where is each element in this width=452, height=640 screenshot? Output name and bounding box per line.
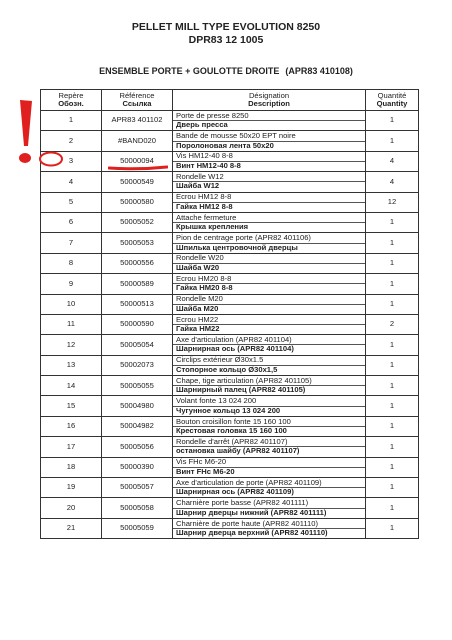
- cell-reference: 50005058: [102, 498, 173, 518]
- cell-reference: APR83 401102: [102, 111, 173, 131]
- cell-quantite: 1: [366, 457, 419, 477]
- cell-designation: [173, 111, 366, 131]
- cell-designation: [173, 131, 366, 151]
- cell-designation: [173, 172, 366, 192]
- header-reference: [102, 90, 173, 111]
- cell-quantite: 1: [366, 355, 419, 375]
- cell-designation: [173, 294, 366, 314]
- designation-ru: Дверь пресса: [176, 121, 228, 130]
- table-row: [41, 416, 419, 436]
- cell-designation: [173, 416, 366, 436]
- table-row: [41, 355, 419, 375]
- cell-reference: 50002073: [102, 355, 173, 375]
- cell-quantite: 1: [366, 478, 419, 498]
- table-row: [41, 376, 419, 396]
- cell-quantite: 1: [366, 498, 419, 518]
- cell-reference: 50005059: [102, 518, 173, 538]
- cell-reference: 50004982: [102, 416, 173, 436]
- cell-repere: 18: [41, 457, 102, 477]
- cell-repere: 14: [41, 376, 102, 396]
- designation-fr: Porte de presse 8250: [173, 112, 365, 122]
- table-row: [41, 253, 419, 273]
- cell-reference: 50005053: [102, 233, 173, 253]
- header-designation: [173, 90, 366, 111]
- cell-reference: 50000556: [102, 253, 173, 273]
- designation-fr: Attache fermeture: [173, 214, 365, 224]
- designation-fr: Ecrou HM12 8-8: [173, 193, 365, 203]
- table-row: [41, 335, 419, 355]
- table-row: [41, 518, 419, 538]
- table-row: [41, 314, 419, 334]
- cell-repere: 11: [41, 314, 102, 334]
- designation-ru: остановка шайбу (APR82 401107): [176, 447, 300, 456]
- cell-reference: 50005052: [102, 212, 173, 232]
- cell-quantite: 1: [366, 212, 419, 232]
- cell-quantite: 1: [366, 396, 419, 416]
- designation-ru: Шайба M20: [176, 304, 219, 313]
- cell-quantite: 2: [366, 314, 419, 334]
- table-row: [41, 498, 419, 518]
- cell-designation: [173, 335, 366, 355]
- designation-fr: Chape, tige articulation (APR82 401105): [173, 377, 365, 387]
- cell-designation: [173, 233, 366, 253]
- designation-ru: Крышка крепления: [176, 223, 249, 232]
- cell-designation: [173, 314, 366, 334]
- designation-fr: Rondelle d'arrêt (APR82 401107): [173, 438, 365, 448]
- designation-ru: Шайба W20: [176, 263, 220, 272]
- cell-designation: [173, 355, 366, 375]
- cell-repere: 20: [41, 498, 102, 518]
- header-quantite-fr: Quantité: [377, 90, 407, 100]
- table-row: [41, 437, 419, 457]
- cell-reference: 50005057: [102, 478, 173, 498]
- cell-designation: [173, 151, 366, 171]
- designation-fr: Volant fonte 13 024 200: [173, 397, 365, 407]
- header-reference-ru: Ссылка: [122, 99, 152, 108]
- circle-mark-icon: [38, 151, 64, 167]
- cell-designation: [173, 274, 366, 294]
- cell-repere: 15: [41, 396, 102, 416]
- assembly-heading: [0, 66, 452, 76]
- cell-designation: [173, 376, 366, 396]
- cell-designation: [173, 457, 366, 477]
- cell-quantite: 1: [366, 131, 419, 151]
- table-body: [41, 111, 419, 539]
- cell-quantite: 1: [366, 376, 419, 396]
- cell-quantite: 1: [366, 253, 419, 273]
- table-row: [41, 151, 419, 171]
- cell-repere: 12: [41, 335, 102, 355]
- cell-repere: 16: [41, 416, 102, 436]
- table-row: [41, 478, 419, 498]
- designation-fr: Charnière porte basse (APR82 401111): [173, 499, 365, 509]
- designation-ru: Чугунное кольцо 13 024 200: [176, 406, 281, 415]
- designation-fr: Rondelle M20: [173, 295, 365, 305]
- designation-fr: Rondelle W20: [173, 254, 365, 264]
- header-designation-fr: Désignation: [248, 90, 290, 100]
- designation-ru: Шарнирная ось (APR82 401104): [176, 345, 294, 354]
- cell-reference: 50005055: [102, 376, 173, 396]
- table-row: [41, 233, 419, 253]
- cell-quantite: 12: [366, 192, 419, 212]
- table-row: [41, 274, 419, 294]
- header-reference-fr: Référence: [119, 90, 155, 100]
- cell-quantite: 1: [366, 274, 419, 294]
- cell-reference: 50004980: [102, 396, 173, 416]
- designation-ru: Крестовая головка 15 160 100: [176, 427, 287, 436]
- cell-reference: 50005056: [102, 437, 173, 457]
- designation-fr: Vis FHc M6-20: [173, 458, 365, 468]
- document-title: PELLET MILL TYPE EVOLUTION 8250: [131, 21, 321, 33]
- designation-ru: Шайба W12: [176, 182, 220, 191]
- cell-reference: 50000094: [102, 151, 173, 171]
- cell-quantite: 1: [366, 233, 419, 253]
- table-row: [41, 131, 419, 151]
- cell-reference: 50000590: [102, 314, 173, 334]
- cell-repere: 8: [41, 253, 102, 273]
- cell-repere: 2: [41, 131, 102, 151]
- designation-fr: Ecrou HM22: [173, 316, 365, 326]
- designation-fr: Charnière de porte haute (APR82 401110): [173, 520, 365, 530]
- designation-ru: Винт HM12-40 8-8: [176, 161, 241, 170]
- cell-repere: 9: [41, 274, 102, 294]
- designation-fr: Circlips extérieur Ø30x1.5: [173, 356, 365, 366]
- underline-mark-icon: [108, 165, 168, 171]
- cell-repere: 19: [41, 478, 102, 498]
- table-row: [41, 457, 419, 477]
- cell-repere: 17: [41, 437, 102, 457]
- designation-ru: Шпилька центровочной дверцы: [176, 243, 298, 252]
- cell-reference: 50005054: [102, 335, 173, 355]
- cell-designation: [173, 437, 366, 457]
- designation-ru: Шарнир дверца верхний (APR82 401110): [176, 529, 328, 537]
- cell-designation: [173, 212, 366, 232]
- header-repere-fr: Repère: [58, 90, 84, 100]
- table-row: [41, 396, 419, 416]
- designation-fr: Bouton croisillon fonte 15 160 100: [173, 418, 365, 428]
- cell-quantite: 1: [366, 111, 419, 131]
- assembly-name: ENSEMBLE PORTE + GOULOTTE DROITE: [99, 66, 280, 76]
- table-row: [41, 212, 419, 232]
- cell-repere: 13: [41, 355, 102, 375]
- cell-quantite: 4: [366, 151, 419, 171]
- cell-quantite: 1: [366, 437, 419, 457]
- cell-quantite: 1: [366, 335, 419, 355]
- table-row: [41, 172, 419, 192]
- designation-ru: Винт FHc M6-20: [176, 467, 235, 476]
- designation-ru: Гайка HM22: [176, 325, 220, 334]
- designation-ru: Гайка HM20 8-8: [176, 284, 233, 293]
- cell-designation: [173, 518, 366, 538]
- header-quantite-ru: Quantity: [376, 99, 408, 108]
- cell-designation: [173, 396, 366, 416]
- designation-fr: Axe d'articulation de porte (APR82 401109): [173, 479, 365, 489]
- cell-repere: 1: [41, 111, 102, 131]
- designation-fr: Rondelle W12: [173, 173, 365, 183]
- table-header-row: [41, 90, 419, 111]
- designation-fr: Pion de centrage porte (APR82 401106): [173, 234, 365, 244]
- cell-repere: 5: [41, 192, 102, 212]
- cell-designation: [173, 192, 366, 212]
- cell-reference: 50000589: [102, 274, 173, 294]
- designation-fr: Vis HM12-40 8-8: [173, 152, 365, 162]
- header-quantite: [366, 90, 419, 111]
- cell-designation: [173, 478, 366, 498]
- cell-quantite: 1: [366, 518, 419, 538]
- cell-quantite: 1: [366, 416, 419, 436]
- cell-reference: #BAND020: [102, 131, 173, 151]
- table-row: [41, 192, 419, 212]
- cell-repere: 21: [41, 518, 102, 538]
- cell-repere: 10: [41, 294, 102, 314]
- assembly-code: (APR83 410108): [285, 66, 353, 76]
- designation-ru: Стопорное кольцо Ø30x1,5: [176, 365, 278, 374]
- cell-reference: 50000580: [102, 192, 173, 212]
- designation-fr: Ecrou HM20 8-8: [173, 275, 365, 285]
- cell-reference: 50000513: [102, 294, 173, 314]
- cell-repere: 7: [41, 233, 102, 253]
- cell-quantite: 1: [366, 294, 419, 314]
- table-row: [41, 294, 419, 314]
- cell-reference: 50000390: [102, 457, 173, 477]
- designation-fr: Axe d'articulation (APR82 401104): [173, 336, 365, 346]
- cell-reference: 50000549: [102, 172, 173, 192]
- table-row: [41, 111, 419, 131]
- header-repere-ru: Обозн.: [58, 99, 84, 108]
- designation-ru: Поролоновая лента 50x20: [176, 141, 274, 150]
- header-designation-ru: Description: [248, 99, 290, 108]
- cell-designation: [173, 498, 366, 518]
- cell-repere: 3: [41, 151, 102, 171]
- cell-designation: [173, 253, 366, 273]
- cell-repere: 6: [41, 212, 102, 232]
- designation-ru: Шарнирный палец (APR82 401105): [176, 386, 306, 395]
- designation-ru: Шарнирная ось (APR82 401109): [176, 488, 294, 497]
- designation-fr: Bande de mousse 50x20 EPT noire: [173, 132, 365, 142]
- cell-repere: 4: [41, 172, 102, 192]
- designation-ru: Гайка HM12 8-8: [176, 202, 233, 211]
- document-number: DPR83 12 1005: [188, 34, 264, 46]
- parts-table: [40, 89, 419, 539]
- designation-ru: Шарнир дверцы нижний (APR82 401111): [176, 508, 327, 517]
- header-repere: [41, 90, 102, 111]
- cell-quantite: 4: [366, 172, 419, 192]
